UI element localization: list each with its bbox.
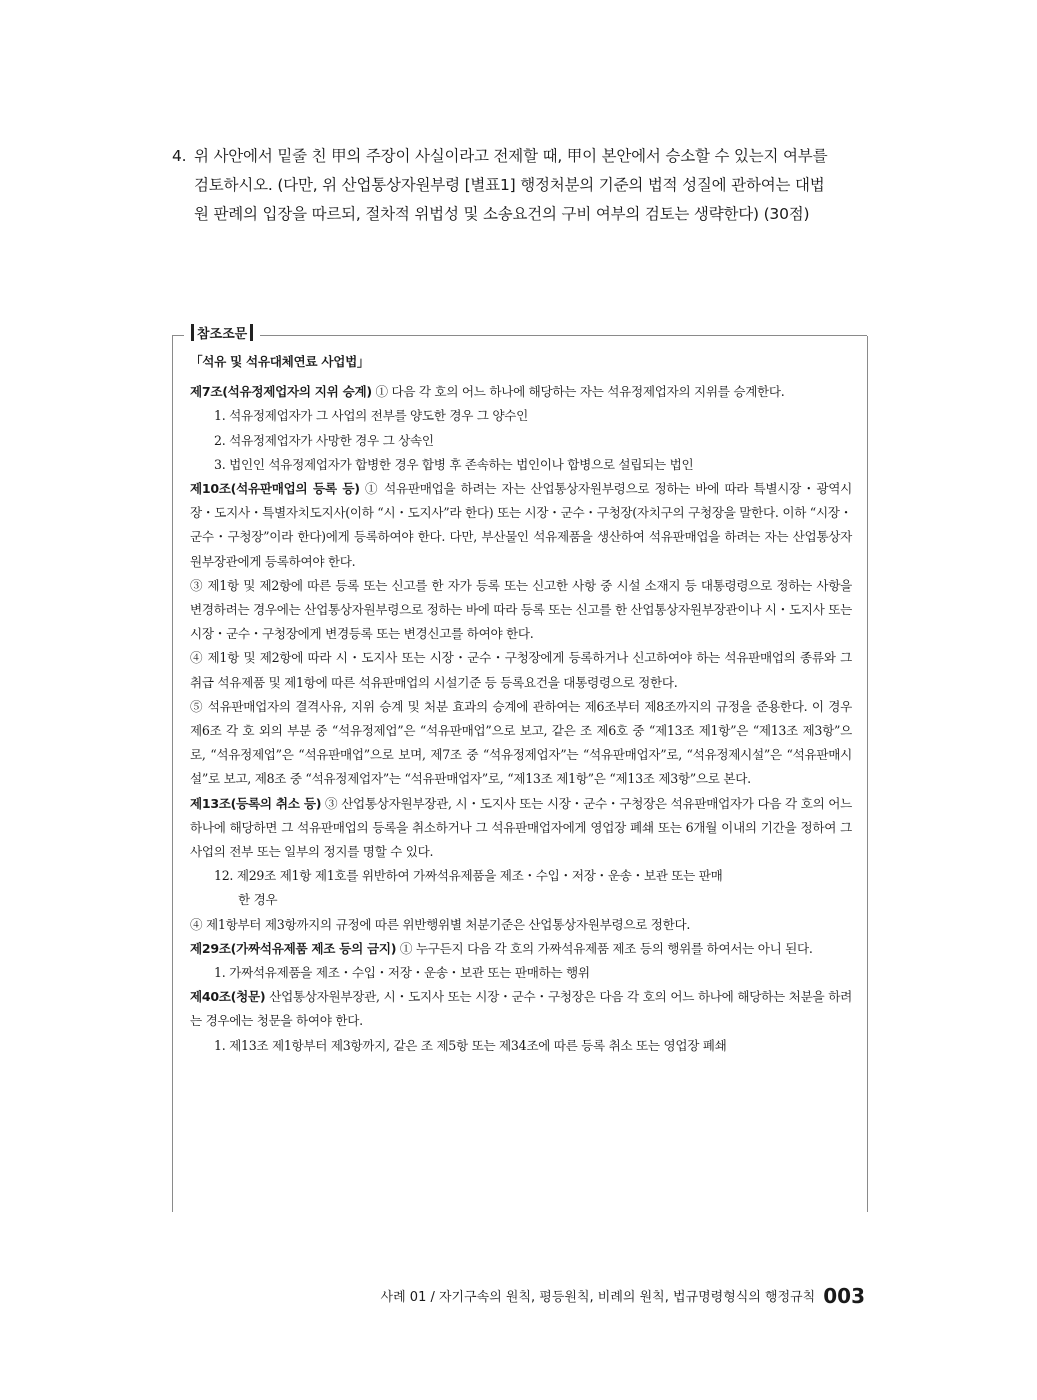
article-7-item-3: 3. 법인인 석유정제업자가 합병한 경우 합병 후 존속하는 법인이나 합병으로 설립되는 법인 bbox=[214, 456, 694, 472]
running-title: 사례 01 / 자기구속의 원칙, 평등원칙, 비례의 원칙, 법규명령형식의 행정규칙 bbox=[380, 1290, 816, 1305]
question-number: 4. bbox=[172, 147, 187, 165]
article-10-para-1 bbox=[190, 477, 852, 574]
reference-label-text: 참조조문 bbox=[197, 327, 248, 342]
article-40-heading: 제40조(청문) bbox=[190, 989, 266, 1005]
article-10-para-5: ⑤ 석유판매업자의 결격사유, 지위 승계 및 처분 효과의 승계에 관하여는 제6조부터 제8조까지의 규정을 준용한다. 이 경우 제6조 각 호 외의 부분 중 “석유정제업”은 “석유판매업”으로 보고, 같은 조 제6호 중 “제13조 제1항”은 “제13조 제3항”으로, “석유정제업”은 “석유판매업”으로 보며, 제7조 중 “석유정제업자”는 “석유판매업자”로, “석유정제시설”은 “석유판매시설”로 보고, 제8조 중 “석유정제업자”는 “석유판매업자”로, “제13조 제1항”은 “제13조 제3항”으로 본다. bbox=[190, 698, 852, 787]
article-29-text: ① 누구든지 다음 각 호의 가짜석유제품 제조 등의 행위를 하여서는 아니 된다. bbox=[396, 940, 813, 956]
article-10-heading: 제10조(석유판매업의 등록 등) bbox=[190, 481, 360, 497]
article-7-heading: 제7조(석유정제업자의 지위 승계) bbox=[190, 384, 372, 400]
law-title: 「석유 및 석유대체연료 사업법」 bbox=[190, 354, 370, 369]
article-29-heading: 제29조(가짜석유제품 제조 등의 금지) bbox=[190, 940, 397, 956]
article-13-text: ③ 산업통상자원부장관, 시・도지사 또는 시장・군수・구청장은 석유판매업자가 다음 각 호의 어느 하나에 해당하면 그 석유판매업의 등록을 취소하거나 그 석유판매업자에게 영업장 폐쇄 또는 6개월 이내의 기간을 정하여 그 사업의 전부 또는 일부의 정지를 명할 수 있다. bbox=[190, 795, 852, 860]
article-13-heading: 제13조(등록의 취소 등) bbox=[190, 795, 322, 811]
reference-body bbox=[190, 350, 852, 1058]
page-footer bbox=[381, 1284, 865, 1308]
article-29-item-1: 1. 가짜석유제품을 제조・수입・저장・운송・보관 또는 판매하는 행위 bbox=[214, 965, 590, 981]
article-10-text: ① 석유판매업을 하려는 자는 산업통상자원부령으로 정하는 바에 따라 특별시장・광역시장・도지사・특별자치도지사(이하 “시・도지사”라 한다) 또는 시장・군수・구청장(자치구의 구청장을 말한다. 이하 “시장・군수・구청장”이라 한다)에게 등록하여야 한다. 다만, 부산물인 석유제품을 생산하여 석유판매업을 하려는 자는 산업통상자원부장관에게 등록하여야 한다. bbox=[190, 481, 853, 569]
label-bar-icon bbox=[191, 324, 194, 341]
article-10-para-3: ③ 제1항 및 제2항에 따른 등록 또는 신고를 한 자가 등록 또는 신고한 사항 중 시설 소재지 등 대통령령으로 정하는 사항을 변경하려는 경우에는 산업통상자원부령으로 정하는 바에 따라 등록 또는 신고를 한 산업통상자원부장관이나 시・도지사 또는 시장・군수・구청장에게 변경등록 또는 변경신고를 하여야 한다. bbox=[190, 577, 852, 642]
page-number: 003 bbox=[823, 1284, 865, 1308]
label-bar-icon bbox=[250, 324, 253, 341]
question-line-2: 검토하시오. (다만, 위 산업통상자원부령 [별표1] 행정처분의 기준의 법적 성질에 관하여는 대법 bbox=[194, 176, 825, 194]
article-40 bbox=[190, 985, 852, 1033]
article-40-text: 산업통상자원부장관, 시・도지사 또는 시장・군수・구청장은 다음 각 호의 어느 하나에 해당하는 처분을 하려는 경우에는 청문을 하여야 한다. bbox=[190, 989, 852, 1029]
reference-label bbox=[184, 322, 260, 348]
article-10-para-4: ④ 제1항 및 제2항에 따라 시・도지사 또는 시장・군수・구청장에게 등록하거나 신고하여야 하는 석유판매업의 종류와 그 취급 석유제품 및 제1항에 따른 석유판매업의 시설기준 등 등록요건을 대통령령으로 정한다. bbox=[190, 650, 852, 690]
article-29 bbox=[190, 937, 852, 961]
question-line-3: 원 판례의 입장을 따르되, 절차적 위법성 및 소송요건의 구비 여부의 검토는 생략한다) (30점) bbox=[194, 205, 810, 223]
article-7 bbox=[190, 380, 852, 404]
question-line-1: 위 사안에서 밑줄 친 甲의 주장이 사실이라고 전제할 때, 甲이 본안에서 승소할 수 있는지 여부를 bbox=[194, 147, 828, 165]
article-13-para-3 bbox=[190, 792, 852, 865]
article-7-item-1: 1. 석유정제업자가 그 사업의 전부를 양도한 경우 그 양수인 bbox=[214, 408, 528, 424]
article-13-para-4: ④ 제1항부터 제3항까지의 규정에 따른 위반행위별 처분기준은 산업통상자원부령으로 정한다. bbox=[190, 916, 691, 932]
article-7-item-2: 2. 석유정제업자가 사망한 경우 그 상속인 bbox=[214, 432, 434, 448]
article-13-item-12: 12. 제29조 제1항 제1호를 위반하여 가짜석유제품을 제조・수입・저장・운송・보관 또는 판매 한 경우 bbox=[214, 868, 723, 908]
exam-question bbox=[172, 142, 872, 229]
article-40-item-1: 1. 제13조 제1항부터 제3항까지, 같은 조 제5항 또는 제34조에 따른 등록 취소 또는 영업장 폐쇄 bbox=[214, 1037, 727, 1053]
article-7-text: ① 다음 각 호의 어느 하나에 해당하는 자는 석유정제업자의 지위를 승계한다. bbox=[371, 384, 785, 400]
